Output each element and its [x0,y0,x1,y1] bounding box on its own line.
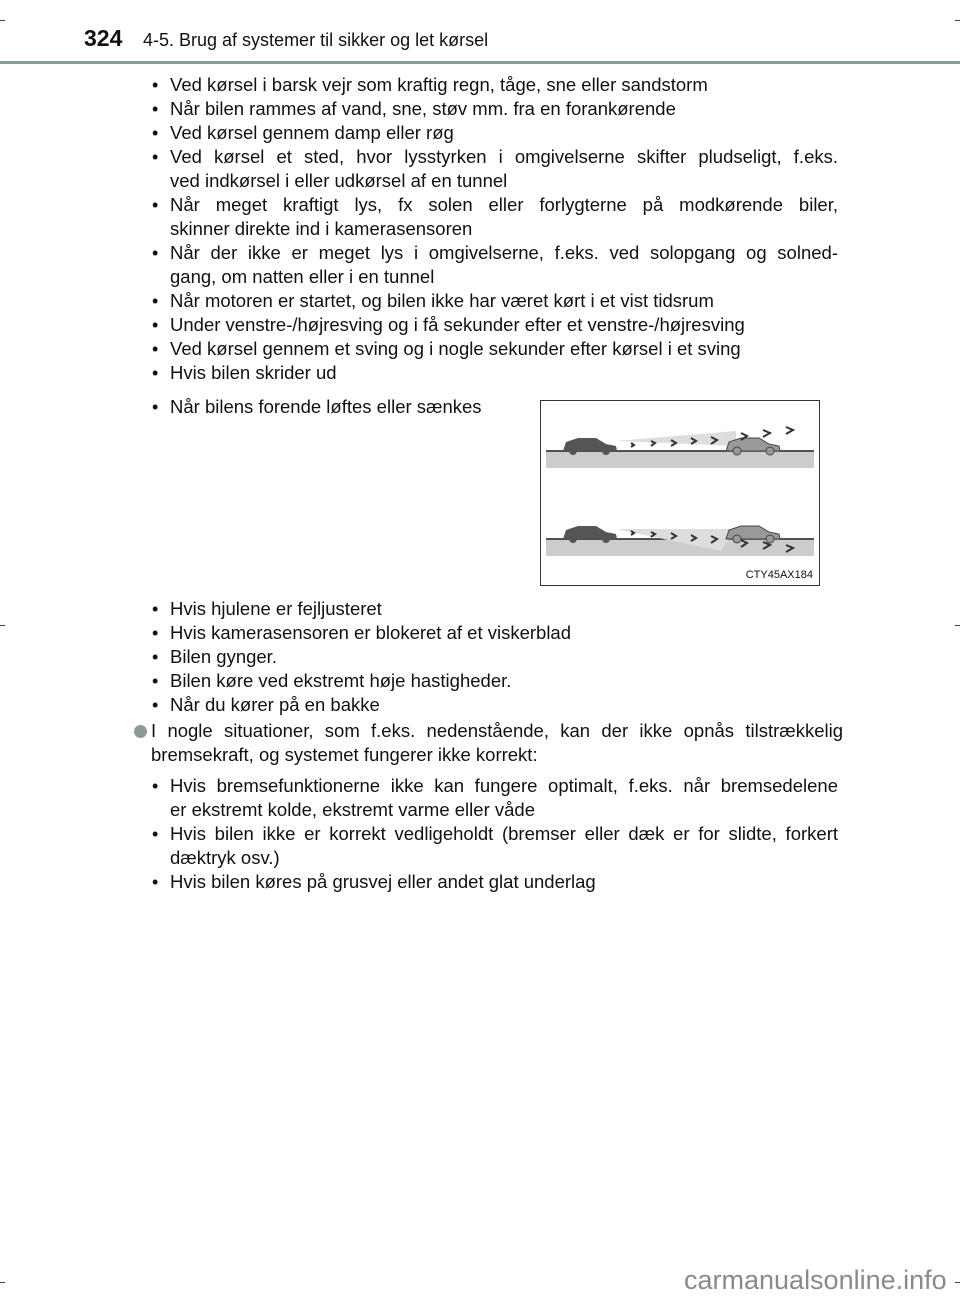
bullet-icon: • [152,147,159,167]
paragraph-text: I nogle situationer, som f.eks. nedenstående, kan der ikke opnås tilstrækkelig [151,720,843,741]
list-item-text: Bilen gynger. [170,646,277,667]
list-item-text: Når motoren er startet, og bilen ikke har været kørt i et vist tidsrum [170,290,714,311]
list-item-text: Når der ikke er meget lys i omgivelserne, f.eks. ved solopgang og solned- [170,242,838,263]
bullet-icon: • [152,123,159,143]
bullet-icon: • [152,75,159,95]
bullet-icon: • [152,99,159,119]
list-item-text: Når bilens forende løftes eller sænkes [170,396,482,417]
bullet-icon: • [152,291,159,311]
crop-mark [0,20,5,21]
bullet-icon: • [152,776,159,796]
crop-mark [955,1282,960,1283]
bullet-icon: • [152,671,159,691]
bullet-icon: • [152,339,159,359]
circle-bullet-icon [134,725,147,738]
bullet-icon: • [152,824,159,844]
car-illustration [541,401,819,585]
page-number: 324 [84,25,123,51]
list-item-text: gang, om natten eller i en tunnel [170,266,435,287]
list-item-text: Hvis bilen ikke er korrekt vedligeholdt (bremser eller dæk er for slidte, forkert [170,823,838,844]
bullet-icon: • [152,397,159,417]
crop-mark [0,1282,5,1283]
list-item-text: skinner direkte ind i kamerasensoren [170,218,473,239]
list-item-text: Hvis bilen skrider ud [170,362,337,383]
bullet-icon: • [152,363,159,383]
watermark: carmanualsonline.info [684,1265,947,1295]
list-item-text: Hvis bilen køres på grusvej eller andet glat underlag [170,871,596,892]
section-title: 4-5. Brug af systemer til sikker og let kørsel [143,30,489,50]
paragraph-text: bremsekraft, og systemet fungerer ikke korrekt: [151,744,538,765]
list-item-text: Under venstre-/højresving og i få sekunder efter et venstre-/højresving [170,314,745,335]
crop-mark [0,625,5,626]
figure-code: CTY45AX184 [745,569,813,581]
list-item-text: dæktryk osv.) [170,847,280,868]
list-item-text: er ekstremt kolde, ekstremt varme eller våde [170,799,535,820]
list-item-text: Hvis bremsefunktionerne ikke kan fungere optimalt, f.eks. når bremsedelene [170,775,838,796]
bullet-icon: • [152,695,159,715]
list-item-text: Bilen køre ved ekstremt høje hastigheder. [170,670,512,691]
bullet-icon: • [152,872,159,892]
bullet-icon: • [152,195,159,215]
bullet-icon: • [152,623,159,643]
crop-mark [955,20,960,21]
list-item-text: Ved kørsel gennem damp eller røg [170,122,454,143]
list-item-text: Når meget kraftigt lys, fx solen eller forlygterne på modkørende biler, [170,194,838,215]
bullet-icon: • [152,647,159,667]
list-item-text: Når du kører på en bakke [170,694,380,715]
list-item-text: Ved kørsel et sted, hvor lysstyrken i omgivelserne skifter pludseligt, f.eks. [170,146,838,167]
list-item-text: Hvis kamerasensoren er blokeret af et viskerblad [170,622,572,643]
list-item-text: Når bilen rammes af vand, sne, støv mm. fra en forankørende [170,98,676,119]
list-item-text: ved indkørsel i eller udkørsel af en tunnel [170,170,508,191]
list-item-text: Hvis hjulene er fejljusteret [170,598,382,619]
list-item-text: Ved kørsel gennem et sving og i nogle sekunder efter kørsel i et sving [170,338,741,359]
header-rule [0,61,960,64]
camera-sensor-illustration [540,400,820,586]
bullet-icon: • [152,243,159,263]
bullet-icon: • [152,315,159,335]
list-item-text: Ved kørsel i barsk vejr som kraftig regn, tåge, sne eller sandstorm [170,74,708,95]
crop-mark [955,625,960,626]
bullet-icon: • [152,599,159,619]
